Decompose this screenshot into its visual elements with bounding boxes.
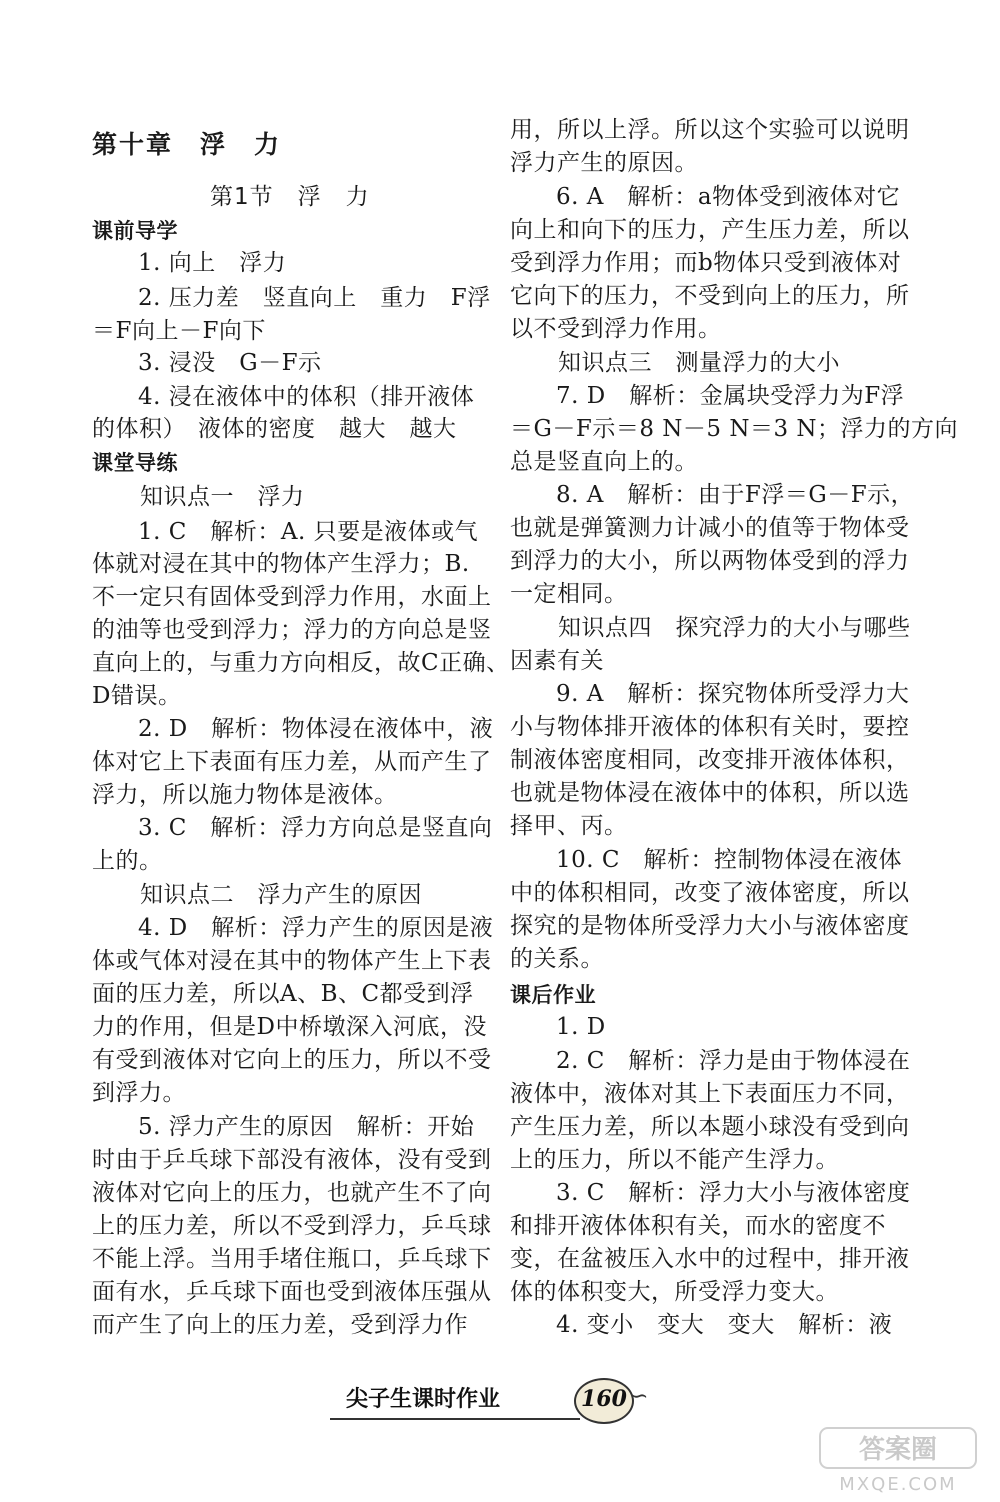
text-line: 9. A 解析：探究物体所受浮力大	[556, 681, 910, 707]
text-line: 2. D 解析：物体浸在液体中，液	[138, 716, 494, 742]
knowledge-point: 知识点四 探究浮力的大小与哪些	[558, 615, 911, 641]
page-footer	[330, 1378, 660, 1428]
text-line: 的关系。	[510, 946, 604, 972]
text-line: 的油等也受到浮力；浮力的方向总是竖	[92, 617, 492, 643]
text-line: 浮力产生的原因。	[510, 150, 698, 176]
text-line: 变，在盆被压入水中的过程中，排开液	[510, 1246, 910, 1272]
text-line: 1. D	[556, 1014, 606, 1040]
swirl-ornament-icon: ∽	[630, 1384, 649, 1409]
text-line: 1. 向上 浮力	[138, 250, 287, 276]
text-line: 5. 浮力产生的原因 解析：开始	[138, 1114, 475, 1140]
text-line: 择甲、丙。	[510, 813, 628, 839]
text-line: 而产生了向上的压力差，受到浮力作	[92, 1312, 468, 1338]
knowledge-point: 知识点二 浮力产生的原因	[140, 882, 422, 908]
text-line: 体对它上下表面有压力差，从而产生了	[92, 749, 492, 775]
text-line: 上的。	[92, 848, 163, 874]
text-line: 液体对它向上的压力，也就产生不了向	[92, 1180, 492, 1206]
text-line: 力的作用，但是D中桥墩深入河底，没	[92, 1014, 487, 1040]
text-line: 一定相同。	[510, 581, 628, 607]
text-line: 上的压力差，所以不受到浮力，乒乓球	[92, 1213, 492, 1239]
section-title: 第1节 浮 力	[210, 184, 370, 210]
text-line: 时由于乒乓球下部没有液体，没有受到	[92, 1147, 492, 1173]
text-line: 直向上的，与重力方向相反，故C正确、	[92, 650, 510, 676]
knowledge-point: 知识点三 测量浮力的大小	[558, 350, 840, 376]
text-line: ＝G－F示＝8 N－5 N＝3 N；浮力的方向	[510, 416, 959, 442]
text-line: 2. 压力差 竖直向上 重力 F浮	[138, 285, 491, 311]
text-line: 也就是弹簧测力计减小的值等于物体受	[510, 515, 910, 541]
text-line: 也就是物体浸在液体中的体积，所以选	[510, 780, 910, 806]
text-line: 8. A 解析：由于F浮＝G－F示，	[556, 482, 915, 508]
text-line: 和排开液体体积有关，而水的密度不	[510, 1213, 886, 1239]
text-line: 2. C 解析：浮力是由于物体浸在	[556, 1048, 911, 1074]
watermark-url: MXQE.COM	[839, 1474, 957, 1495]
text-line: 不一定只有固体受到浮力作用，水面上	[92, 584, 492, 610]
heading-classroom: 课堂导练	[92, 451, 178, 475]
text-line: 不能上浮。当用手堵住瓶口，乒乓球下	[92, 1246, 492, 1272]
chapter-title: 第十章 浮 力	[92, 130, 282, 159]
text-line: 向上和向下的压力，产生压力差，所以	[510, 217, 910, 243]
knowledge-point: 知识点一 浮力	[140, 484, 305, 510]
page-number-badge	[574, 1378, 634, 1424]
text-line: 体的体积变大，所受浮力变大。	[510, 1279, 839, 1305]
text-line: 受到浮力作用；而b物体只受到液体对	[510, 250, 902, 276]
watermark-text: 答案圈	[858, 1435, 938, 1465]
text-line: 制液体密度相同，改变排开液体体积，	[510, 747, 910, 773]
text-line: 到浮力的大小，所以两物体受到的浮力	[510, 548, 910, 574]
heading-homework: 课后作业	[510, 983, 596, 1007]
watermark-logo	[818, 1426, 978, 1496]
text-line: 的体积） 液体的密度 越大 越大	[92, 416, 457, 442]
text-line: ＝F向上－F向下	[92, 318, 266, 344]
text-line: 3. 浸没 G－F示	[138, 350, 322, 376]
page-number: 160	[581, 1386, 627, 1412]
text-line: 4. D 解析：浮力产生的原因是液	[138, 915, 494, 941]
text-line: 6. A 解析：a物体受到液体对它	[556, 184, 901, 210]
text-line: 4. 变小 变大 变大 解析：液	[556, 1312, 893, 1338]
text-line: 10. C 解析：控制物体浸在液体	[556, 847, 902, 873]
text-line: 中的体积相同，改变了液体密度，所以	[510, 880, 910, 906]
text-line: 面有水，乒乓球下面也受到液体压强从	[92, 1279, 492, 1305]
text-line: 3. C 解析：浮力大小与液体密度	[556, 1180, 911, 1206]
text-line: D错误。	[92, 683, 182, 709]
knowledge-point-cont: 因素有关	[510, 648, 604, 674]
text-line: 产生压力差，所以本题小球没有受到向	[510, 1114, 910, 1140]
text-line: 1. C 解析：A. 只要是液体或气	[138, 519, 479, 545]
text-line: 7. D 解析：金属块受浮力为F浮	[556, 383, 905, 409]
footer-rule	[330, 1418, 580, 1420]
text-line: 有受到液体对它向上的压力，所以不受	[92, 1047, 492, 1073]
text-line: 到浮力。	[92, 1080, 186, 1106]
text-line: 总是竖直向上的。	[510, 449, 698, 475]
text-line: 用，所以上浮。所以这个实验可以说明	[510, 117, 910, 143]
text-line: 浮力，所以施力物体是液体。	[92, 782, 398, 808]
heading-pre-study: 课前导学	[92, 219, 178, 243]
book-title: 尖子生课时作业	[346, 1387, 501, 1412]
text-line: 4. 浸在液体中的体积（排开液体	[138, 384, 475, 410]
text-line: 体或气体对浸在其中的物体产生上下表	[92, 948, 492, 974]
text-line: 探究的是物体所受浮力大小与液体密度	[510, 913, 910, 939]
text-line: 3. C 解析：浮力方向总是竖直向	[138, 815, 493, 841]
text-line: 以不受到浮力作用。	[510, 316, 722, 342]
text-line: 上的压力，所以不能产生浮力。	[510, 1147, 839, 1173]
text-line: 它向下的压力，不受到向上的压力，所	[510, 283, 910, 309]
text-line: 小与物体排开液体的体积有关时，要控	[510, 714, 910, 740]
text-line: 面的压力差，所以A、B、C都受到浮	[92, 981, 474, 1007]
text-line: 液体中，液体对其上下表面压力不同，	[510, 1081, 910, 1107]
text-line: 体就对浸在其中的物体产生浮力；B.	[92, 551, 470, 577]
